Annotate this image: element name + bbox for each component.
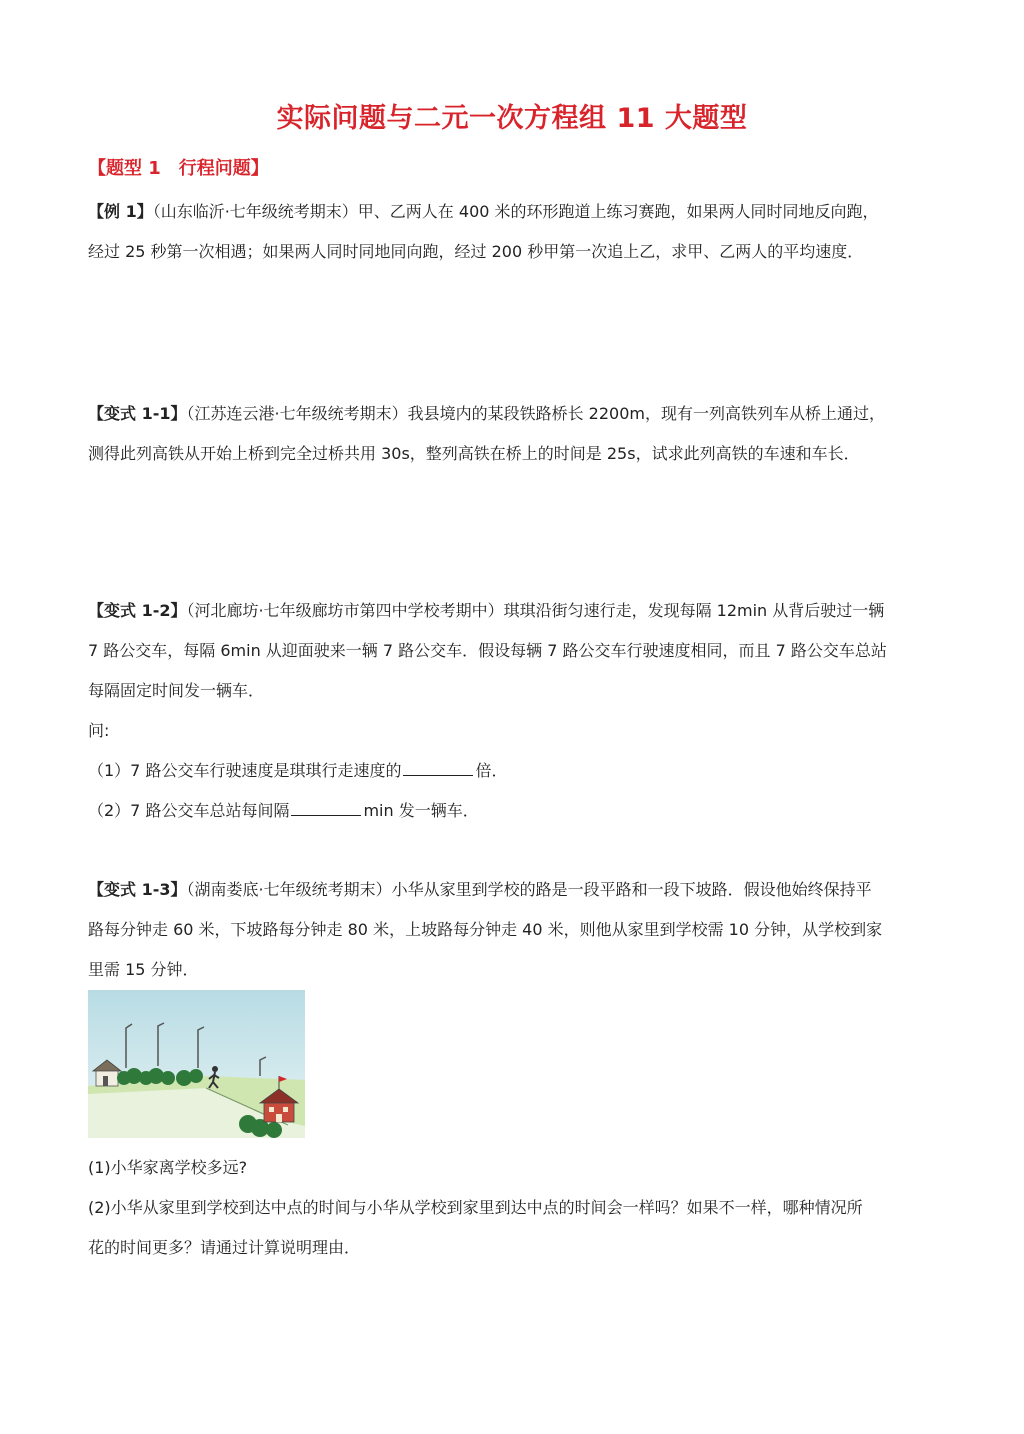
variant-1-3-question-2-line-1: (2)小华从家里到学校到达中点的时间与小华从学校到家里到达中点的时间会一样吗？如果不一样，哪种情况所 — [88, 1198, 863, 1217]
answer-blank-1[interactable] — [403, 757, 473, 776]
variant-1-3-questions — [88, 1148, 948, 1268]
example-1-tag: 【例 1】 — [88, 202, 153, 221]
variant-1-2-question-2 — [88, 791, 948, 831]
section-heading: 【题型 1 行程问题】 — [88, 158, 269, 179]
variant-1-3-line-3: 里需 15 分钟． — [88, 960, 199, 979]
example-1 — [88, 192, 948, 272]
variant-1-3-line-2: 路每分钟走 60 米，下坡路每分钟走 80 米，上坡路每分钟走 40 米，则他从家里到学校需 10 分钟，从学校到家 — [88, 920, 883, 939]
variant-1-1-tag: 【变式 1-1】 — [88, 404, 187, 423]
variant-1-2 — [88, 591, 948, 831]
example-1-line-1 — [88, 192, 948, 232]
variant-1-3-question-2-line-2: 花的时间更多？请通过计算说明理由． — [88, 1238, 361, 1257]
variant-1-1 — [88, 394, 948, 474]
variant-1-2-line-1 — [88, 591, 948, 631]
variant-1-2-q2-pre: （2）7 路公交车总站每间隔 — [88, 801, 290, 820]
variant-1-3 — [88, 870, 948, 990]
variant-1-3-question-1: (1)小华家离学校多远? — [88, 1158, 248, 1177]
page-title: 实际问题与二元一次方程组 11 大题型 — [276, 103, 748, 134]
variant-1-2-q1-post: 倍． — [475, 761, 508, 780]
variant-1-2-text-1: （河北廊坊·七年级廊坊市第四中学校考期中）琪琪沿街匀速行走，发现每隔 12min 从背后驶过一辆 — [186, 601, 885, 620]
variant-1-3-tag: 【变式 1-3】 — [88, 880, 187, 899]
variant-1-1-line-2: 测得此列高铁从开始上桥到完全过桥共用 30s，整列高铁在桥上的时间是 25s，试求此列高铁的车速和车长． — [88, 444, 860, 463]
variant-1-3-line-1 — [88, 870, 948, 910]
example-1-line-2: 经过 25 秒第一次相遇；如果两人同时同地同向跑，经过 200 秒甲第一次追上乙，求甲、乙两人的平均速度． — [88, 242, 864, 261]
variant-1-2-q1-pre: （1）7 路公交车行驶速度是琪琪行走速度的 — [88, 761, 402, 780]
variant-1-2-ask: 问: — [88, 721, 110, 740]
variant-1-1-line-1 — [88, 394, 948, 434]
variant-1-1-text-1: （江苏连云港·七年级统考期末）我县境内的某段铁路桥长 2200m，现有一列高铁列车从桥上通过， — [186, 404, 885, 423]
variant-1-2-line-2: 7 路公交车，每隔 6min 从迎面驶来一辆 7 路公交车．假设每辆 7 路公交车行驶速度相同，而且 7 路公交车总站 — [88, 641, 887, 660]
answer-blank-2[interactable] — [291, 797, 361, 816]
variant-1-2-question-1 — [88, 751, 948, 791]
road-illustration — [88, 990, 305, 1138]
variant-1-2-tag: 【变式 1-2】 — [88, 601, 187, 620]
variant-1-2-q2-post: min 发一辆车． — [363, 801, 479, 820]
variant-1-2-line-3: 每隔固定时间发一辆车． — [88, 681, 265, 700]
variant-1-3-text-1: （湖南娄底·七年级统考期末）小华从家里到学校的路是一段平路和一段下坡路．假设他始终保持平 — [186, 880, 872, 899]
example-1-text-1: （山东临沂·七年级统考期末）甲、乙两人在 400 米的环形跑道上练习赛跑，如果两人同时同地反向跑， — [152, 202, 879, 221]
